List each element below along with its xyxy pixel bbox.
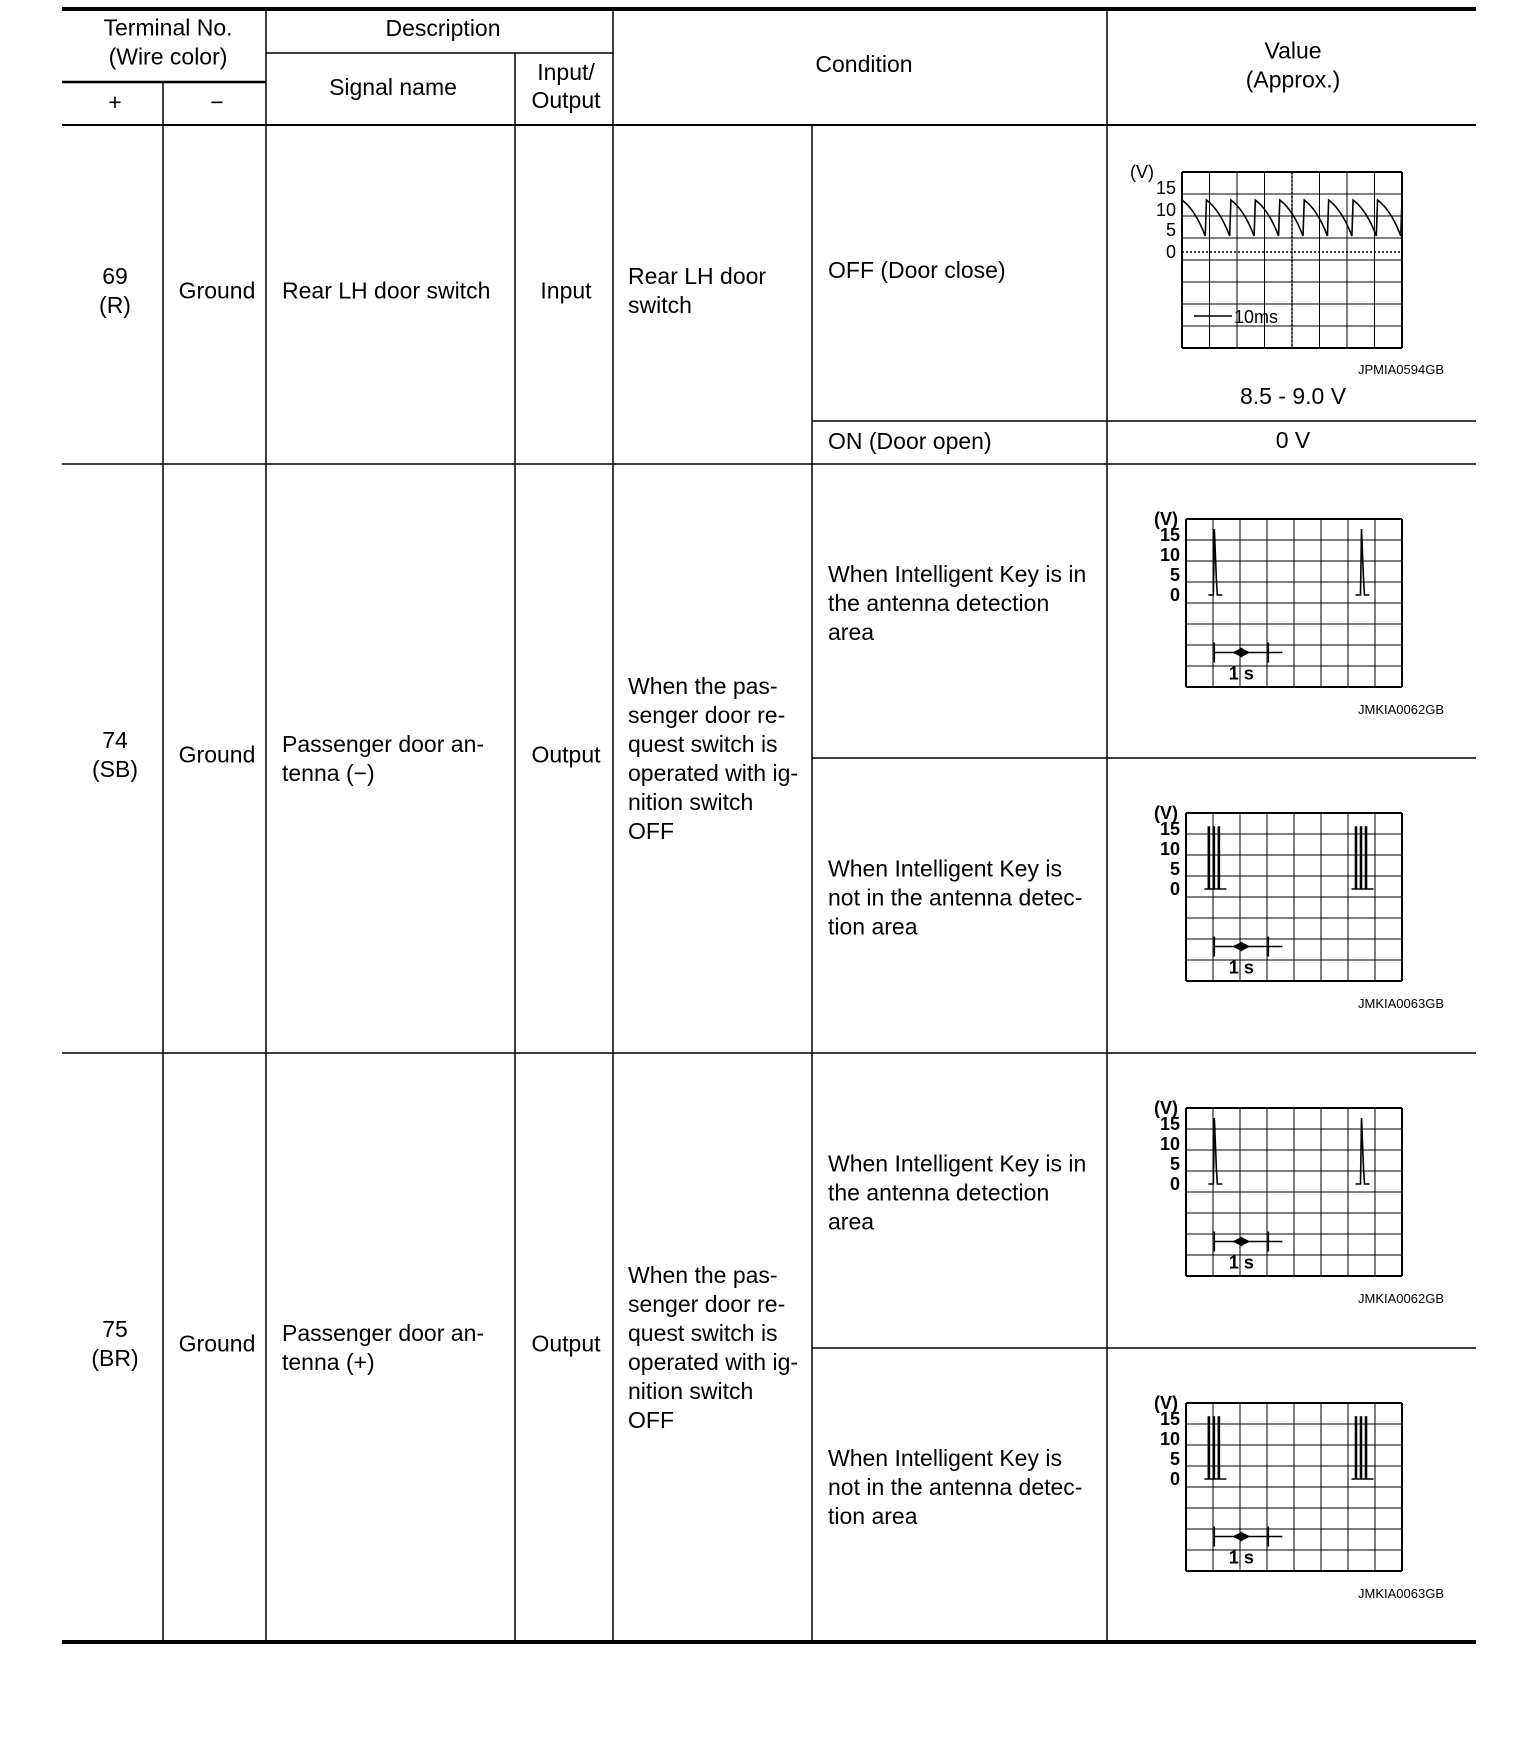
header-input-output: Input/ bbox=[537, 59, 595, 85]
waveform-tick-label: 5 bbox=[1169, 1449, 1180, 1469]
terminal-number: 69 bbox=[102, 263, 128, 289]
table-text bbox=[91, 15, 1444, 1602]
subcondition-text: the antenna detection bbox=[828, 590, 1050, 616]
subcondition-text: not in the antenna detec- bbox=[828, 884, 1083, 911]
input-output: Input bbox=[540, 277, 592, 304]
waveform-tick-label: 0 bbox=[1169, 1174, 1180, 1194]
arrowhead bbox=[1232, 648, 1242, 658]
waveform-unit: (V) bbox=[1154, 509, 1178, 529]
waveform-tick-label: 15 bbox=[1159, 819, 1180, 839]
waveform-timebase: 1 s bbox=[1228, 957, 1254, 978]
subcondition-text: When Intelligent Key is bbox=[828, 1445, 1062, 1471]
arrowhead bbox=[1232, 1237, 1242, 1247]
waveform-tick-label: 10 bbox=[1159, 1134, 1180, 1154]
waveform-tick-label: 15 bbox=[1159, 1409, 1180, 1429]
condition-text: OFF bbox=[628, 1407, 674, 1433]
condition-text: Rear LH door bbox=[628, 263, 767, 289]
waveform-code: JMKIA0063GB bbox=[1358, 996, 1444, 1011]
condition-text: quest switch is bbox=[628, 1320, 778, 1346]
waveform-unit: (V) bbox=[1154, 803, 1178, 823]
header-plus: + bbox=[108, 89, 122, 115]
header-signal-name: Signal name bbox=[329, 74, 457, 100]
subcondition-text: not in the antenna detec- bbox=[828, 1474, 1083, 1500]
waveform-trace bbox=[1208, 1118, 1369, 1184]
waveform-tick-label: 0 bbox=[1169, 1469, 1180, 1489]
condition-text: operated with ig- bbox=[628, 760, 799, 786]
waveform-tick-label: 0 bbox=[1169, 879, 1180, 899]
subcondition-text: the antenna detection bbox=[828, 1179, 1050, 1206]
value-text: 8.5 - 9.0 V bbox=[1239, 383, 1347, 409]
subcondition-text: area bbox=[828, 1208, 875, 1235]
waveform-timebase: 1 s bbox=[1228, 1547, 1254, 1568]
subcondition-text: area bbox=[828, 619, 875, 645]
subcondition-text: When Intelligent Key is bbox=[828, 855, 1062, 882]
waveform-tick-label: 5 bbox=[1165, 220, 1176, 240]
waveform-tick-label: 5 bbox=[1169, 1154, 1180, 1174]
subcondition-text: OFF (Door close) bbox=[828, 257, 1006, 283]
waveform-burst bbox=[1154, 1393, 1402, 1571]
condition-text: OFF bbox=[628, 818, 674, 844]
header-description: Description bbox=[385, 15, 501, 41]
waveform-tick-label: 15 bbox=[1159, 525, 1180, 545]
waveform-tick-label: 0 bbox=[1169, 585, 1180, 605]
signal-name: tenna (−) bbox=[282, 760, 375, 786]
waveform-tick-label: 10 bbox=[1159, 839, 1180, 859]
header-minus: − bbox=[210, 89, 224, 115]
signal-name: Rear LH door switch bbox=[282, 277, 491, 304]
condition-text: senger door re- bbox=[628, 1291, 786, 1317]
waveform-tick-label: 5 bbox=[1169, 859, 1180, 879]
waveform-timebase: 1 s bbox=[1228, 1252, 1254, 1273]
waveform-sawtooth bbox=[1130, 162, 1402, 348]
waveform-single bbox=[1154, 509, 1402, 687]
header-terminal-no: Terminal No. bbox=[103, 14, 233, 41]
waveform-tick-label: 15 bbox=[1159, 1114, 1180, 1134]
waveform-unit: (V) bbox=[1154, 1098, 1178, 1118]
waveform-unit: (V) bbox=[1130, 162, 1154, 182]
subcondition-text: tion area bbox=[828, 913, 918, 940]
terminal-number: 75 bbox=[102, 1316, 128, 1342]
waveform-trace bbox=[1208, 529, 1369, 595]
ground-label: Ground bbox=[178, 1330, 256, 1357]
arrowhead bbox=[1232, 1532, 1242, 1542]
waveform-tick-label: 10 bbox=[1159, 545, 1180, 565]
terminal-number: (R) bbox=[99, 292, 131, 318]
terminal-number: (BR) bbox=[91, 1345, 139, 1371]
subcondition-text: tion area bbox=[828, 1503, 918, 1529]
waveform-code: JMKIA0062GB bbox=[1358, 1291, 1444, 1306]
arrowhead bbox=[1232, 942, 1242, 952]
condition-text: nition switch bbox=[628, 1378, 754, 1404]
waveform-tick-label: 5 bbox=[1169, 565, 1180, 585]
ground-label: Ground bbox=[178, 741, 256, 768]
waveform-unit: (V) bbox=[1154, 1393, 1178, 1413]
subcondition-text: When Intelligent Key is in bbox=[828, 1150, 1087, 1177]
waveform-tick-label: 15 bbox=[1155, 178, 1176, 198]
condition-text: switch bbox=[628, 292, 692, 318]
waveform-timebase: 1 s bbox=[1228, 663, 1254, 684]
waveform-timebase: 10ms bbox=[1234, 307, 1279, 327]
waveform-tick-label: 0 bbox=[1165, 242, 1176, 262]
input-output: Output bbox=[531, 1330, 601, 1357]
condition-text: senger door re- bbox=[628, 702, 786, 728]
condition-text: operated with ig- bbox=[628, 1349, 799, 1375]
waveform-tick-label: 10 bbox=[1155, 200, 1176, 220]
ground-label: Ground bbox=[178, 277, 256, 304]
condition-text: quest switch is bbox=[628, 731, 778, 757]
input-output: Output bbox=[531, 741, 601, 768]
subcondition-text: ON (Door open) bbox=[828, 428, 992, 454]
signal-name: tenna (+) bbox=[282, 1349, 375, 1375]
header-condition: Condition bbox=[815, 51, 913, 77]
waveform-code: JMKIA0063GB bbox=[1358, 1586, 1444, 1601]
waveform-burst bbox=[1154, 803, 1402, 981]
condition-text: nition switch bbox=[628, 789, 754, 815]
signal-name: Passenger door an- bbox=[282, 1320, 485, 1346]
subcondition-text: When Intelligent Key is in bbox=[828, 561, 1087, 587]
terminal-number: 74 bbox=[102, 727, 128, 753]
header-value: Value bbox=[1264, 37, 1322, 64]
waveform-code: JMKIA0062GB bbox=[1358, 702, 1444, 717]
signal-name: Passenger door an- bbox=[282, 731, 485, 757]
header-terminal-no: (Wire color) bbox=[108, 43, 228, 70]
waveform-code: JPMIA0594GB bbox=[1358, 362, 1444, 377]
waveform-tick-label: 10 bbox=[1159, 1429, 1180, 1449]
header-value: (Approx.) bbox=[1245, 66, 1341, 93]
waveform-single bbox=[1154, 1098, 1402, 1276]
header-input-output: Output bbox=[531, 87, 601, 113]
table-grid bbox=[62, 9, 1476, 1642]
condition-text: When the pas- bbox=[628, 1262, 778, 1288]
condition-text: When the pas- bbox=[628, 673, 778, 699]
terminal-number: (SB) bbox=[92, 756, 138, 782]
value-text: 0 V bbox=[1275, 427, 1311, 453]
